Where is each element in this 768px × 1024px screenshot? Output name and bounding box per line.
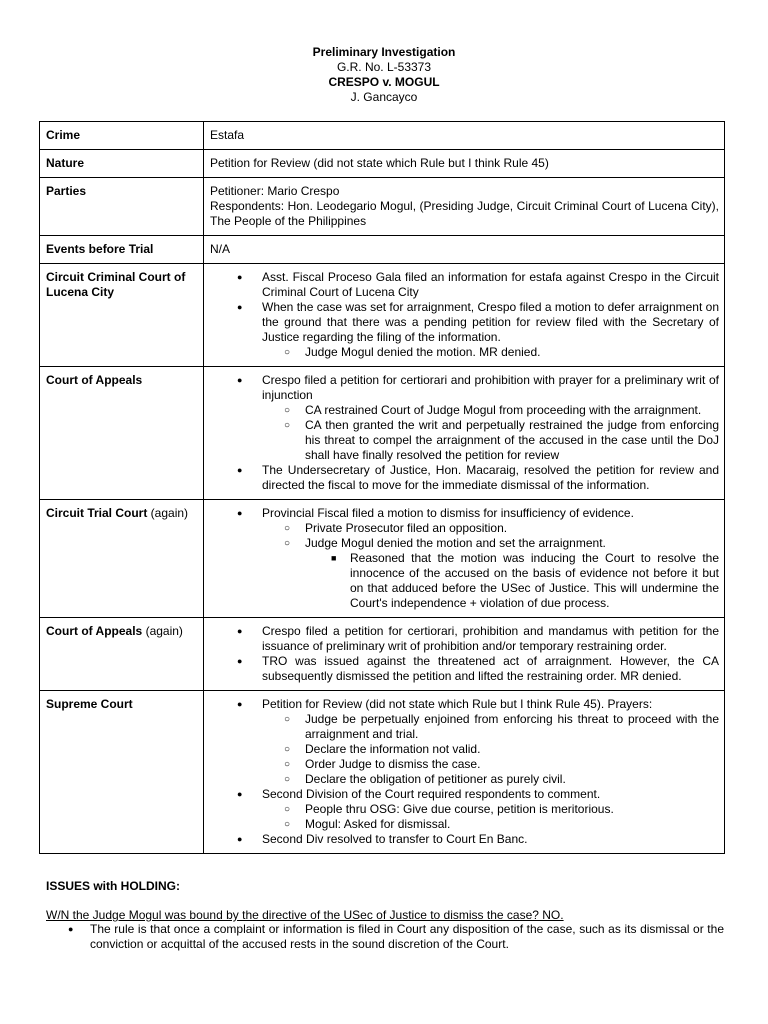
row-value-events: N/A (204, 236, 725, 264)
bullet-list (210, 270, 719, 360)
label-suffix-text: (again) (142, 624, 183, 638)
table-row (40, 150, 725, 178)
list-item: ○ CA restrained Court of Judge Mogul from proceeding with the arraignment. (210, 403, 719, 418)
row-value-nature: Petition for Review (did not state which Rule but I think Rule 45) (204, 150, 725, 178)
list-item: ○ Private Prosecutor filed an opposition. (210, 521, 719, 536)
label-bold-text: Circuit Trial Court (46, 506, 148, 520)
row-value-circuit-trial-court (204, 500, 725, 618)
case-brief-table (39, 121, 725, 854)
list-item: ● The rule is that once a complaint or information is filed in Court any disposition of the case, such as its dismissal or the conviction or acquittal of the accused rests in the sound discretion of the Court. (44, 922, 724, 952)
list-item: ■ Reasoned that the motion was inducing the Court to resolve the innocence of the accused on the basis of evidence not before it but on that adduced before the USec of Justice. This will undermine the Court's independence + violation of due process. (210, 551, 719, 611)
table-row (40, 691, 725, 854)
list-item: ● Petition for Review (did not state which Rule but I think Rule 45). Prayers: (210, 697, 719, 712)
list-item: ○ Judge Mogul denied the motion and set the arraignment. (210, 536, 719, 551)
row-value-court-of-appeals-again (204, 618, 725, 691)
issues-heading: ISSUES with HOLDING: (46, 879, 181, 893)
row-label-nature: Nature (40, 150, 204, 178)
list-item: ● Second Div resolved to transfer to Court En Banc. (210, 832, 719, 847)
list-item: ○ Judge Mogul denied the motion. MR denied. (210, 345, 719, 360)
table-row (40, 236, 725, 264)
list-item: ● The Undersecretary of Justice, Hon. Macaraig, resolved the petition for review and directed the fiscal to move for the immediate dismissal of the information. (210, 463, 719, 493)
label-suffix-text: (again) (147, 506, 189, 520)
list-item: ○ Declare the information not valid. (210, 742, 719, 757)
list-item: ○ Mogul: Asked for dismissal. (210, 817, 719, 832)
bullet-list (210, 506, 719, 611)
row-label-circuit-trial-court (40, 500, 204, 618)
row-label-court-of-appeals-again (40, 618, 204, 691)
bullet-list (210, 697, 719, 847)
list-item: ● Crespo filed a petition for certiorari, prohibition and mandamus with petition for the issuance of preliminary writ of prohibition and/or temporary restraining order. (210, 624, 719, 654)
row-label-parties: Parties (40, 178, 204, 236)
list-item: ● Provincial Fiscal filed a motion to dismiss for insufficiency of evidence. (210, 506, 719, 521)
list-item: ○ People thru OSG: Give due course, petition is meritorious. (210, 802, 719, 817)
list-item: ● Second Division of the Court required respondents to comment. (210, 787, 719, 802)
list-item: ● Crespo filed a petition for certiorari and prohibition with prayer for a preliminary writ of injunction (210, 373, 719, 403)
row-label-supreme-court: Supreme Court (40, 691, 204, 854)
issue-question: W/N the Judge Mogul was bound by the directive of the USec of Justice to dismiss the case? NO. (46, 908, 564, 922)
list-item: ● TRO was issued against the threatened act of arraignment. However, the CA subsequently dismissed the petition and lifted the restraining order. MR denied. (210, 654, 719, 684)
table-row (40, 122, 725, 150)
row-label-court-of-appeals: Court of Appeals (40, 367, 204, 500)
row-label-crime: Crime (40, 122, 204, 150)
row-label-circuit-criminal-court: Circuit Criminal Court of Lucena City (40, 264, 204, 367)
label-bold-text: Court of Appeals (46, 624, 143, 638)
table-row (40, 500, 725, 618)
list-item: ○ Order Judge to dismiss the case. (210, 757, 719, 772)
list-item: ○ Declare the obligation of petitioner as purely civil. (210, 772, 719, 787)
document-header (0, 45, 768, 105)
row-value-parties (204, 178, 725, 236)
list-item: ○ Judge be perpetually enjoined from enforcing his threat to proceed with the arraignment and trial. (210, 712, 719, 742)
petitioner-text: Petitioner: Mario Crespo (210, 184, 340, 198)
table-row (40, 618, 725, 691)
case-name: CRESPO v. MOGUL (328, 75, 440, 89)
row-value-crime: Estafa (204, 122, 725, 150)
bullet-list (210, 373, 719, 493)
list-item: ● Asst. Fiscal Proceso Gala filed an information for estafa against Crespo in the Circuit Criminal Court of Lucena City (210, 270, 719, 300)
list-item: ● When the case was set for arraignment, Crespo filed a motion to defer arraignment on the ground that there was a pending petition for review filed with the Secretary of Justice regarding the filing of the information. (210, 300, 719, 345)
row-label-events: Events before Trial (40, 236, 204, 264)
table-row (40, 367, 725, 500)
list-item: ○ CA then granted the writ and perpetually restrained the judge from enforcing his threat to compel the arraignment of the accused in the case until the DoJ shall have finally resolved the petition for review (210, 418, 719, 463)
table-row (40, 178, 725, 236)
document-title: Preliminary Investigation (312, 45, 456, 59)
row-value-court-of-appeals (204, 367, 725, 500)
gr-number: G.R. No. L-53373 (336, 60, 432, 74)
table-row (40, 264, 725, 367)
holding-list (44, 922, 724, 952)
respondents-text: Respondents: Hon. Leodegario Mogul, (Presiding Judge, Circuit Criminal Court of Lucena City), The People of the Philippines (210, 199, 719, 228)
ponente: J. Gancayco (350, 90, 418, 104)
row-value-supreme-court (204, 691, 725, 854)
bullet-list (210, 624, 719, 684)
row-value-circuit-criminal-court (204, 264, 725, 367)
